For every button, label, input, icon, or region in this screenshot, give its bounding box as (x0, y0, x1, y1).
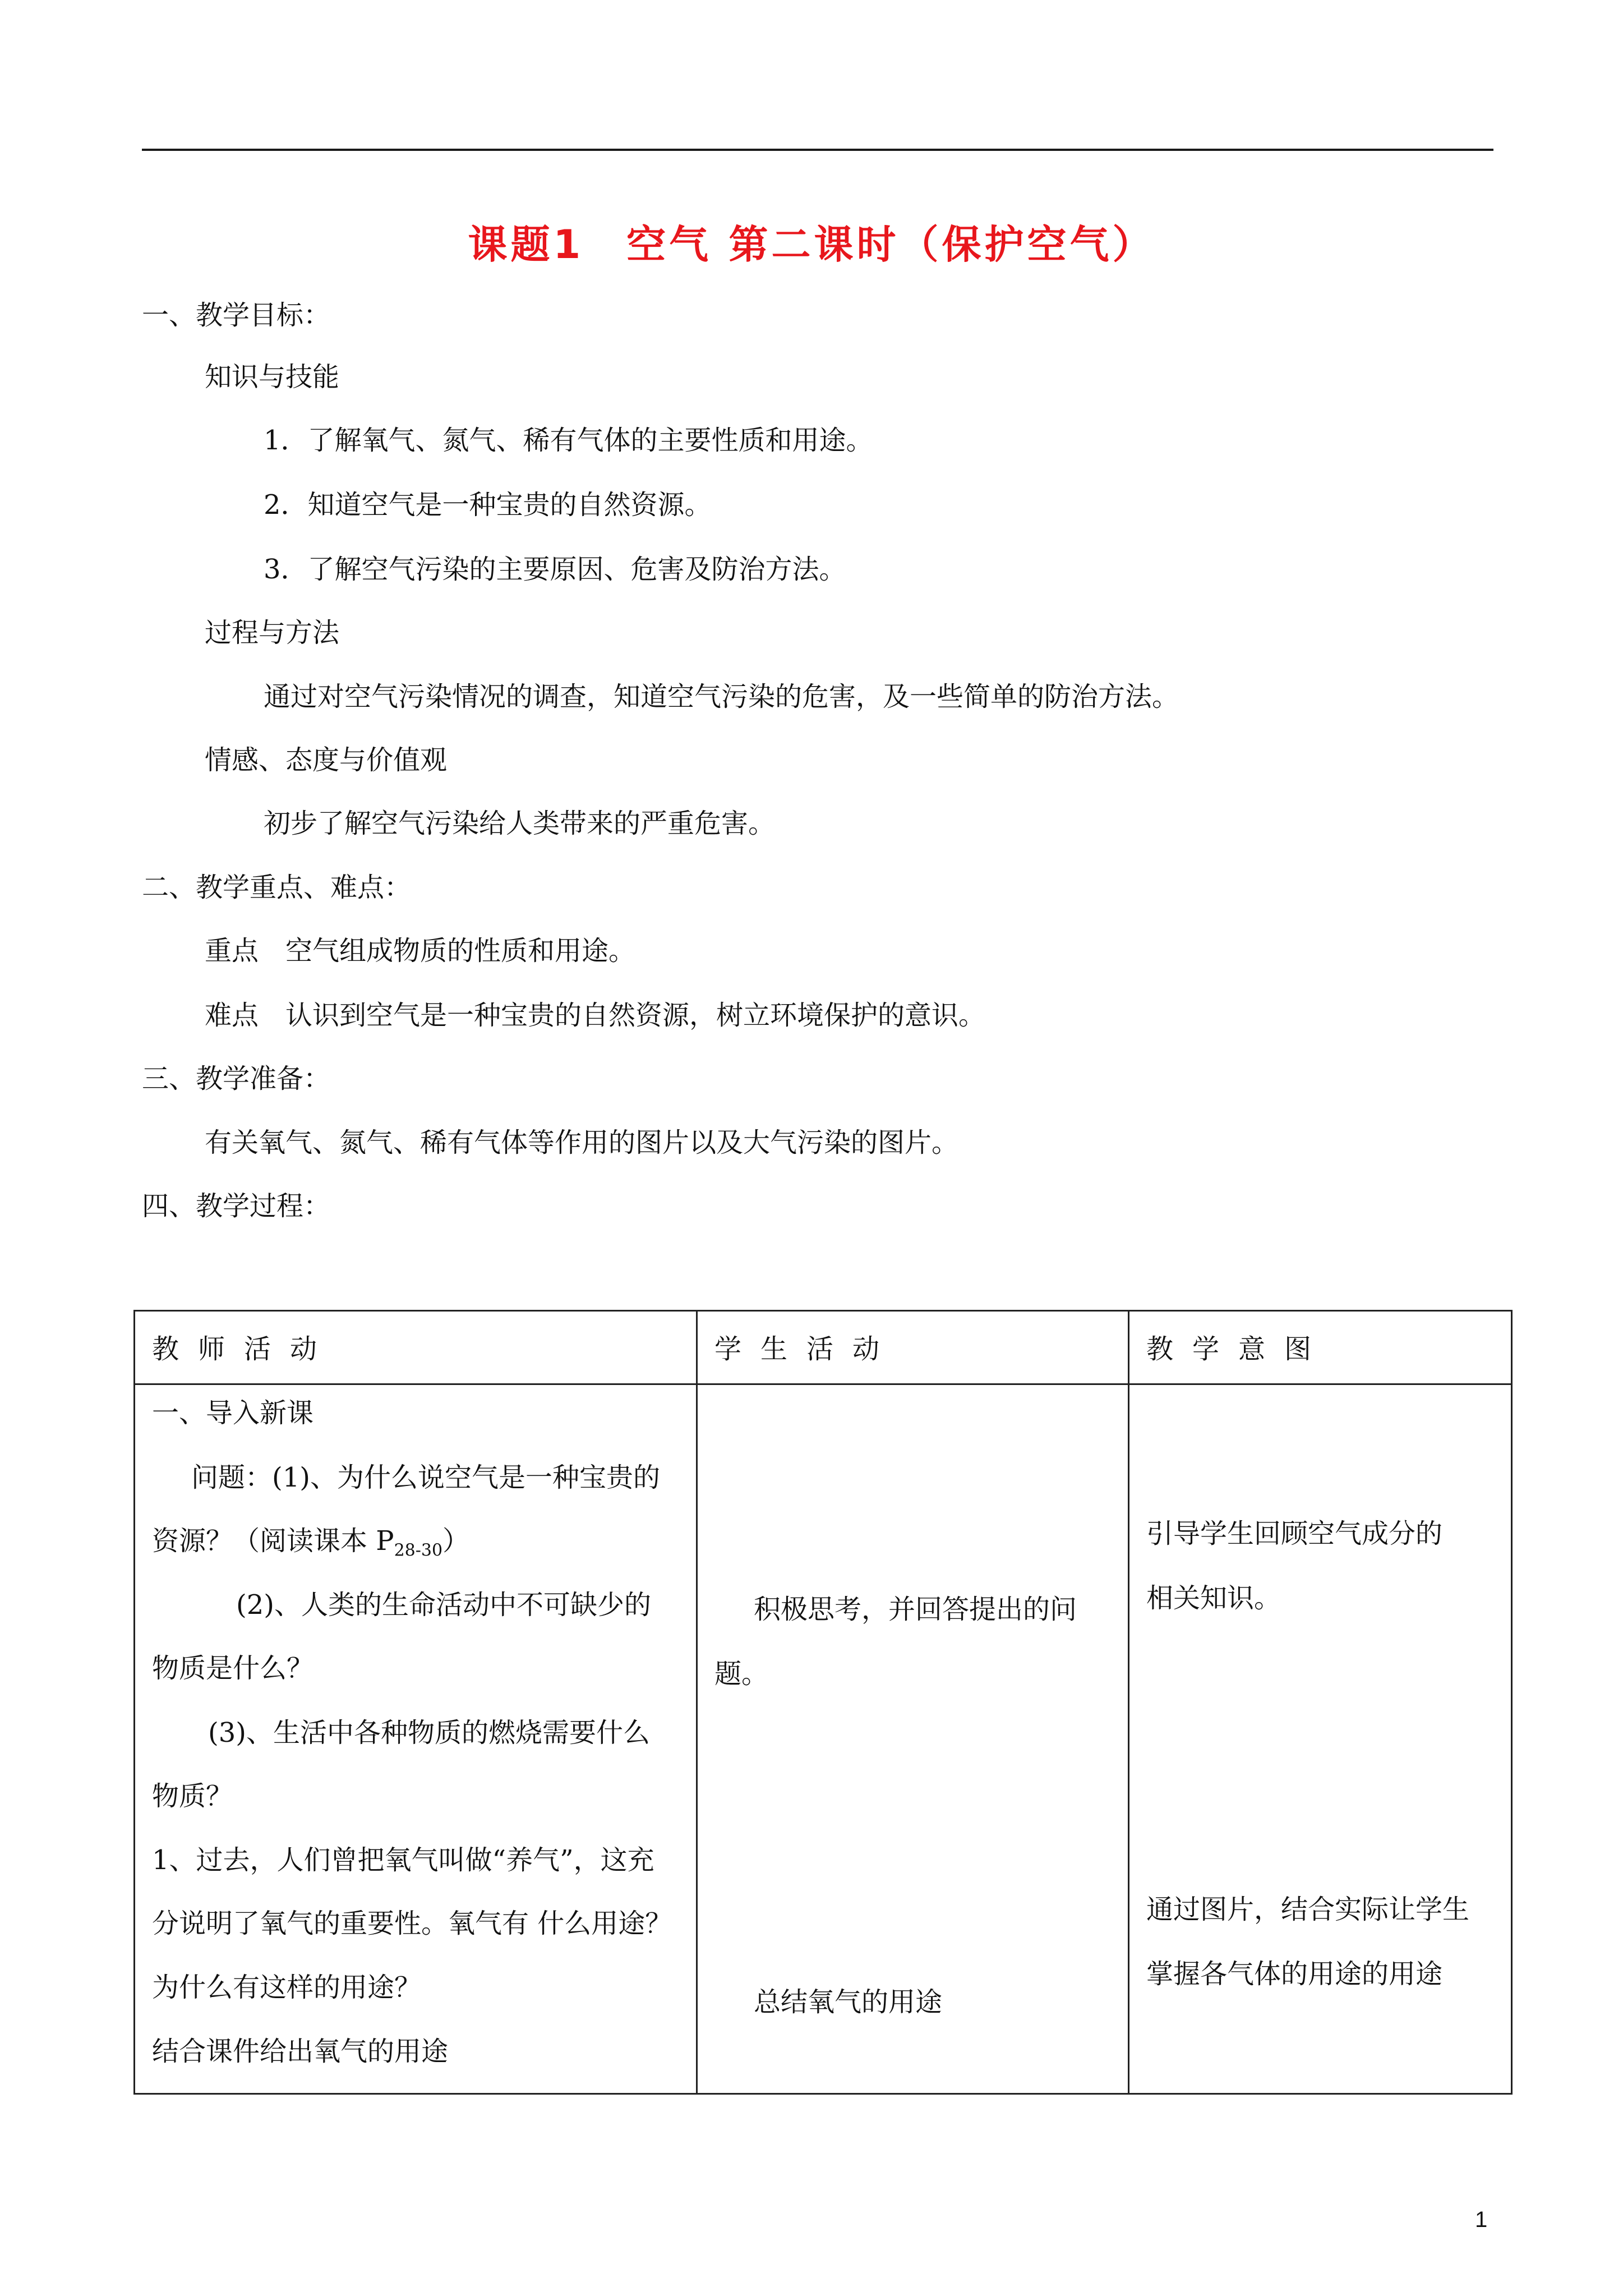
teacher-line: 分说明了氧气的重要性。氧气有 什么用途？ (152, 1908, 672, 1939)
teaching-process-table (133, 1310, 1513, 2095)
table-header-row (135, 1311, 1512, 1384)
section-3-heading: 三、教学准备： (142, 1063, 331, 1094)
table-row (135, 1384, 1512, 2094)
difficulty: 难点 认识到空气是一种宝贵的自然资源，树立环境保护的意识。 (205, 1000, 986, 1031)
teaching-intent-cell (1129, 1384, 1512, 2094)
emotion-heading: 情感、态度与价值观 (205, 744, 448, 776)
student-line: 总结氧气的用途 (754, 1986, 943, 2018)
intent-line: 引导学生回顾空气成分的 (1146, 1518, 1443, 1549)
process-text: 通过对空气污染情况的调查，知道空气污染的危害，及一些简单的防治方法。 (264, 681, 1179, 712)
student-line: 题。 (714, 1658, 769, 1690)
knowledge-item-2: 2．知道空气是一种宝贵的自然资源。 (264, 489, 712, 521)
section-4-heading: 四、教学过程： (142, 1190, 331, 1222)
header-student-activity: 学生活动 (697, 1311, 1129, 1384)
header-teaching-intent: 教学意图 (1129, 1311, 1512, 1384)
student-line: 积极思考，并回答提出的问 (754, 1594, 1077, 1625)
teacher-line: 物质是什么？ (152, 1653, 314, 1684)
student-activity-cell (697, 1384, 1129, 2094)
process-heading: 过程与方法 (205, 617, 340, 648)
preparation-text: 有关氧气、氮气、稀有气体等作用的图片以及大气污染的图片。 (205, 1127, 959, 1158)
page-title: 课题1 空气 第二课时（保护空气） (468, 222, 1155, 268)
teacher-line: 为什么有这样的用途？ (152, 1972, 422, 2003)
teacher-line: (2)、人类的生命活动中不可缺少的 (236, 1589, 651, 1621)
teacher-line: 结合课件给出氧气的用途 (152, 2036, 449, 2067)
section-1-heading: 一、教学目标： (142, 300, 331, 331)
header-teacher-activity: 教师活动 (135, 1311, 697, 1384)
emotion-text: 初步了解空气污染给人类带来的严重危害。 (264, 808, 776, 839)
intent-line: 掌握各气体的用途的用途 (1146, 1958, 1443, 1990)
knowledge-item-1: 1．了解氧气、氮气、稀有气体的主要性质和用途。 (264, 425, 873, 456)
key-point: 重点 空气组成物质的性质和用途。 (205, 935, 636, 967)
page-number: 1 (1475, 2207, 1488, 2232)
teacher-line: 1、过去，人们曾把氧气叫做“养气”，这充 (152, 1844, 654, 1876)
intent-line: 通过图片，结合实际让学生 (1146, 1894, 1470, 1925)
intent-line: 相关知识。 (1146, 1582, 1281, 1614)
teacher-line: 物质？ (152, 1780, 233, 1812)
knowledge-item-3: 3．了解空气污染的主要原因、危害及防治方法。 (264, 554, 846, 585)
teacher-activity-cell (135, 1384, 697, 2094)
header-rule (142, 149, 1493, 151)
teacher-line: 资源？（阅读课本 $P_{28-30}$） (152, 1525, 470, 1561)
teacher-line: (3)、生活中各种物质的燃烧需要什么 (208, 1717, 650, 1749)
knowledge-heading: 知识与技能 (205, 361, 340, 393)
section-2-heading: 二、教学重点、难点： (142, 872, 412, 903)
teacher-line: 一、导入新课 (152, 1397, 314, 1429)
teacher-line: 问题：(1)、为什么说空气是一种宝贵的 (191, 1462, 660, 1493)
